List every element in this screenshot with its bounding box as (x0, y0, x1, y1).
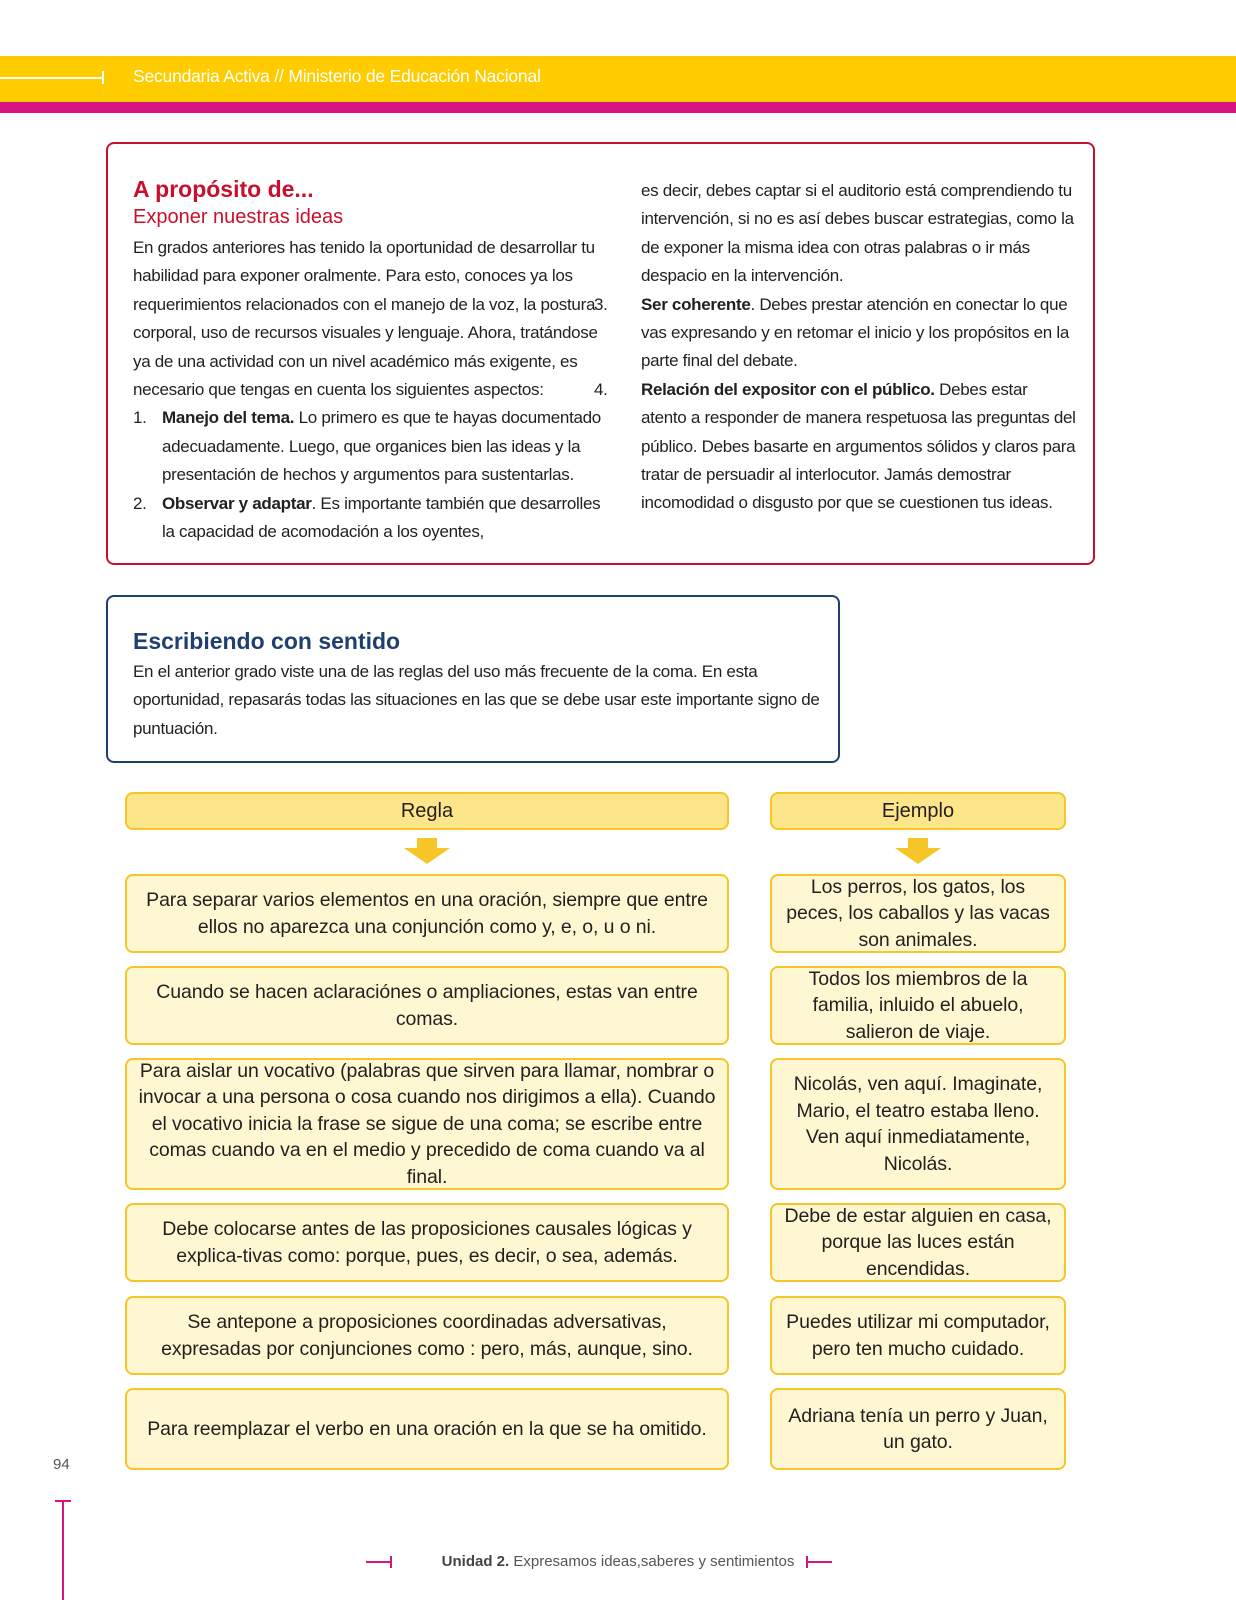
header-line (0, 77, 103, 79)
footer-title: Expresamos ideas,saberes y sentimientos (509, 1553, 795, 1570)
list-number: 2. (133, 493, 147, 513)
list-item (133, 404, 603, 489)
list-item-bold: Ser coherente (641, 294, 751, 314)
list-number: 4. (594, 379, 608, 399)
rule-cell: Para reemplazar el verbo en una oración en la que se ha omitido. (125, 1388, 729, 1470)
footer-line-right (806, 1561, 832, 1563)
proposito-list-right (594, 177, 1077, 518)
page-number: 94 (53, 1456, 70, 1473)
header-tick (102, 71, 104, 84)
list-item-text: es decir, debes captar si el auditorio está comprendiendo tu intervención, si no es así debes buscar estrategias, como la de exponer la misma idea con otras palabras o ir más despacio en la intervención. (641, 181, 1074, 286)
rule-cell: Se antepone a proposiciones coordinadas adversativas, expresadas por conjunciones como : pero, más, aunque, sino. (125, 1296, 729, 1375)
footer-unit: Unidad 2. (441, 1553, 510, 1570)
list-item-continuation (612, 177, 1077, 291)
header-regla: Regla (125, 792, 729, 830)
margin-line (62, 1500, 64, 1600)
arrow-down-icon (404, 838, 450, 864)
example-cell: Debe de estar alguien en casa, porque las luces están encendidas. (770, 1203, 1066, 1282)
proposito-subtitle: Exponer nuestras ideas (133, 206, 344, 228)
list-item-bold: Relación del expositor con el público. (641, 379, 935, 399)
list-item-text: . Debes prestar atención en conectar lo que vas expresando y en retomar el inicio y los propósitos en la parte final del debate. (641, 294, 1070, 371)
escribiendo-text: En el anterior grado viste una de las reglas del uso más frecuente de la coma. En esta oportunidad, repasarás todas las situaciones en las que se debe usar este importante signo de puntuación. (133, 662, 820, 738)
proposito-intro: En grados anteriores has tenido la oportunidad de desarrollar tu habilidad para exponer oralmente. Para esto, conoces ya los requerimientos relacionados con el manejo de la voz, la postura corporal, uso de recursos visuales y lenguaje. Ahora, tratándose ya de una actividad con un nivel académico más exigente, es necesario que tengas en cuenta los siguientes aspectos: (133, 238, 598, 400)
header-pink-stripe (0, 102, 1236, 113)
example-cell: Todos los miembros de la familia, inluido el abuelo, salieron de viaje. (770, 966, 1066, 1045)
list-item-text: . Es importante también que desarrolles la capacidad de acomodación a los oyentes, (162, 493, 601, 542)
footer-tick-right (806, 1556, 808, 1568)
example-cell: Adriana tenía un perro y Juan, un gato. (770, 1388, 1066, 1470)
rule-cell: Cuando se hacen aclaraciónes o ampliaciones, estas van entre comas. (125, 966, 729, 1045)
footer (0, 1553, 1236, 1570)
rule-cell: Debe colocarse antes de las proposiciones causales lógicas y explica-tivas como: porque, pues, es decir, o sea, además. (125, 1203, 729, 1282)
proposito-column-right (594, 177, 1077, 518)
example-cell: Nicolás, ven aquí. Imaginate, Mario, el teatro estaba lleno. Ven aquí inmediatamente, Nicolás. (770, 1058, 1066, 1190)
list-item-text: Debes estar atento a responder de manera respetuosa las preguntas del público. Debes basarte en argumentos sólidos y claros para tratar de persuadir al interlocutor. Jamás demostrar incomodidad o disgusto por que se cuestionen tus ideas. (641, 379, 1076, 513)
example-cell: Puedes utilizar mi computador, pero ten mucho cuidado. (770, 1296, 1066, 1375)
rule-cell: Para aislar un vocativo (palabras que sirven para llamar, nombrar o invocar a una persona o cosa cuando nos dirigimos a ella). Cuando el vocativo inicia la frase se sigue de una coma; se escribe entre comas cuando va en el medio y precedido de coma cuando va al final. (125, 1058, 729, 1190)
list-item (594, 291, 1077, 376)
proposito-column-left (133, 234, 603, 546)
arrow-down-icon (895, 838, 941, 864)
list-item-bold: Observar y adaptar (162, 493, 312, 513)
proposito-list-left (133, 404, 603, 546)
header-title: Secundaria Activa // Ministerio de Educación Nacional (133, 66, 541, 86)
example-cell: Los perros, los gatos, los peces, los caballos y las vacas son animales. (770, 874, 1066, 953)
header-ejemplo: Ejemplo (770, 792, 1066, 830)
list-number: 1. (133, 408, 147, 428)
escribiendo-title: Escribiendo con sentido (133, 628, 401, 654)
rule-cell: Para separar varios elementos en una oración, siempre que entre ellos no aparezca una conjunción como y, e, o, u o ni. (125, 874, 729, 953)
list-item-text: Lo primero es que te hayas documentado adecuadamente. Luego, que organices bien las ideas y la presentación de hechos y argumentos para sustentarlas. (162, 408, 601, 485)
list-item (133, 490, 603, 547)
list-number: 3. (594, 294, 608, 314)
list-item (594, 376, 1077, 518)
proposito-title: A propósito de... (133, 176, 314, 202)
list-item-bold: Manejo del tema. (162, 408, 295, 428)
